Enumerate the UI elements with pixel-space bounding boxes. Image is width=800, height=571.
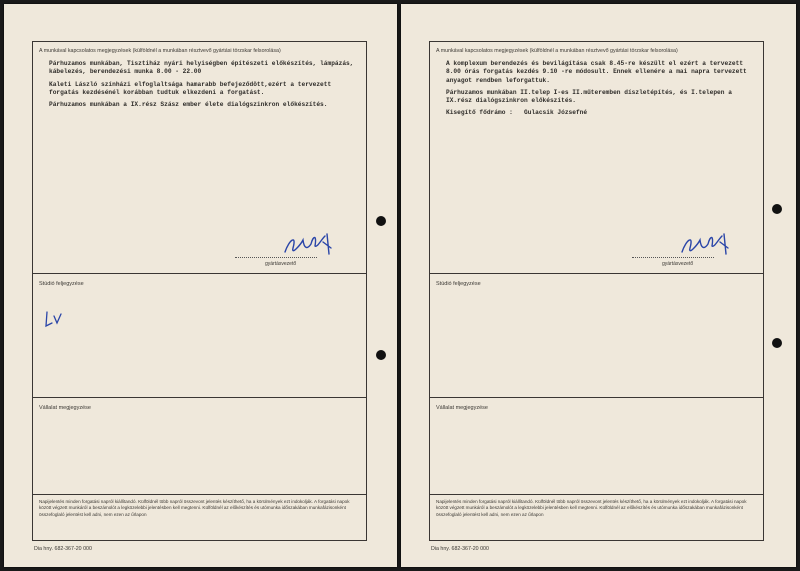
signature-label: gyártásvezető [662,261,694,267]
signature-line [632,257,714,258]
remark-line: A komplexum berendezés és bevilágítása csak 8.45-re készült el ezért a tervezett 8.00 órás forgatás kezdés 9.10 -re módosult. Ennek ellenére a mai napra tervezett anyagot rendben leforgattuk. [446,60,751,84]
report-page-right [401,4,796,567]
footnote-section [33,495,366,542]
footnote: Napijelentés minden forgatási napról kiállítandó. Külföldnél több napról összevont jelentés készíthető, ha a körülmények ezt indokolják. A forgatási napok között végzett munkáról a beszámolót a legközelebbi jelentésben kell megtenni. Külföldnél az előkészítés és utómunka időszakában munkafázisonként összefoglaló jelentést kell adni, nem ezen az űrlapon [436,499,747,517]
studio-section [33,274,366,398]
remarks-section [430,42,763,274]
remarks-header: A munkával kapcsolatos megjegyzések (külföldnél a munkában résztvevő gyártási törzskar felsorolása) [436,48,678,54]
company-label: Vállalat megjegyzése [436,405,488,411]
remark-line: Párhuzamos munkában a IX.rész Szász ember élete dialógszinkron előkészítés. [49,101,328,109]
remark-line: Kaleti László színházi elfoglaltsága hamarabb befejeződött,ezért a tervezett forgatás kezdésénél korábban tudtuk elkezdeni a forgatást. [49,80,335,96]
signature-line [235,257,317,258]
form-frame [32,41,367,541]
footnote-section [430,495,763,542]
remark-line: Párhuzamos munkában, Tisztiház nyári helyiségben építészeti előkészítés, lámpázás, kábelezés, berendezési munka 8.00 - 22.00 [49,60,358,76]
typed-remarks [49,60,360,113]
studio-label: Stúdió feljegyzése [436,281,481,287]
form-frame [429,41,764,541]
remarks-section [33,42,366,274]
remarks-header: A munkával kapcsolatos megjegyzések (külföldnél a munkában résztvevő gyártási törzskar felsorolása) [39,48,281,54]
remark-line: Párhuzamos munkában II.telep I-es II.műteremben díszletépítés, és I.telepen a IX.rész dialógszinkron előkészítés. [446,88,736,105]
footer-code: Dia hny. 682-367-20 000 [431,546,489,552]
studio-section [430,274,763,398]
company-label: Vállalat megjegyzése [39,405,91,411]
company-section [33,398,366,495]
punch-hole-icon [772,338,782,348]
footer-code: Dia hny. 682-367-20 000 [34,546,92,552]
signature-icon [668,222,738,266]
punch-hole-icon [772,204,782,214]
typed-remarks [446,60,757,122]
signature-icon [271,222,341,266]
remark-line: Kisegítő fődrámo : Gulacsik Józsefné [446,109,588,117]
company-section [430,398,763,495]
studio-label: Stúdió feljegyzése [39,281,84,287]
initials-icon [43,308,65,328]
punch-hole-icon [376,216,386,226]
punch-hole-icon [376,350,386,360]
report-page-left [4,4,397,567]
signature-label: gyártásvezető [265,261,297,267]
footnote: Napijelentés minden forgatási napról kiállítandó. Külföldnél több napról összevont jelentés készíthető, ha a körülmények ezt indokolják. A forgatási napok között végzett munkáról a beszámolót a legközelebbi jelentésben kell megtenni. Külföldnél az előkészítés és utómunka időszakában munkafázisonként összefoglaló jelentést kell adni, nem ezen az űrlapon [39,499,350,517]
